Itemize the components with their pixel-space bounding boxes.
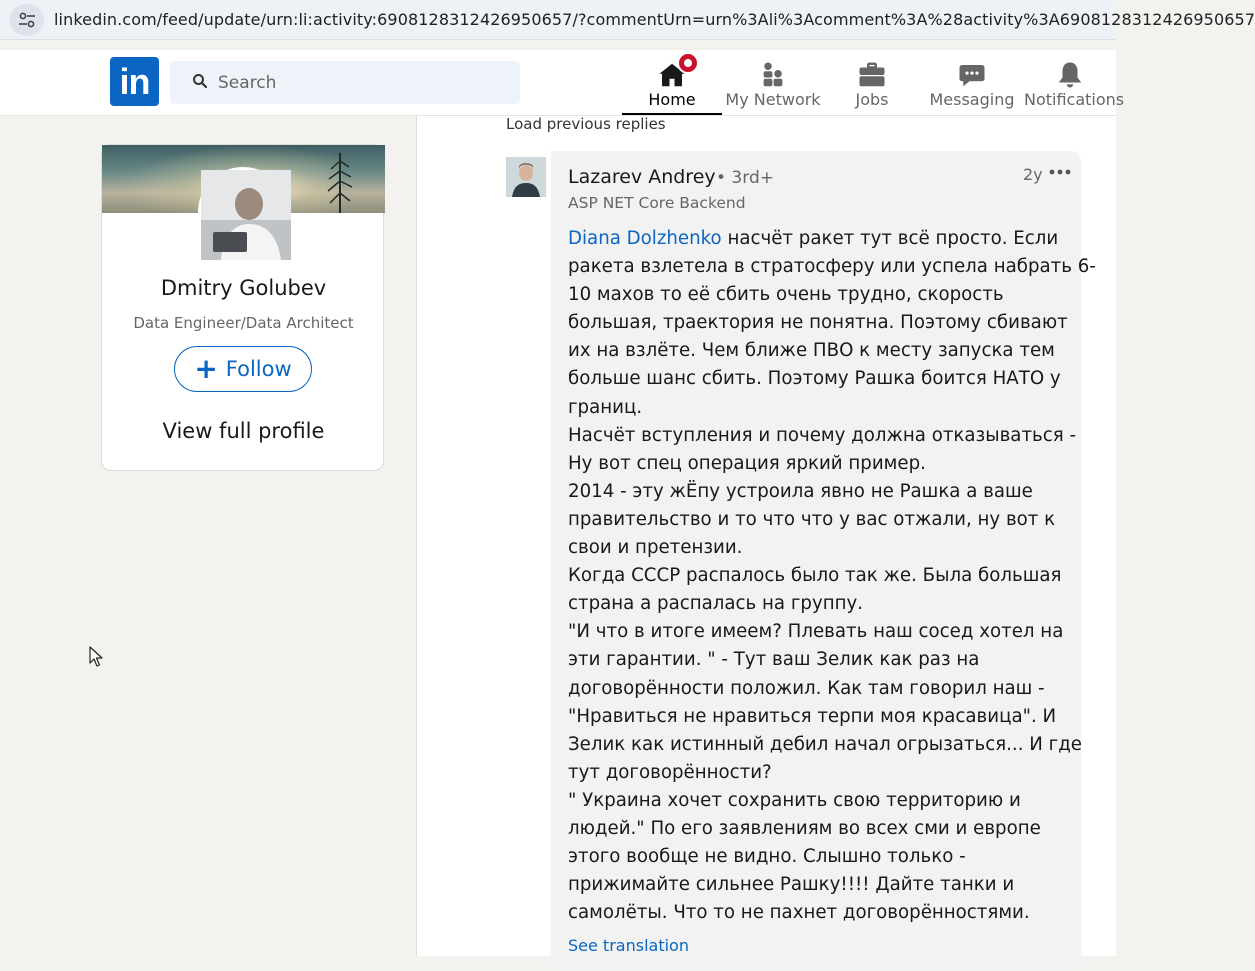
mouse-cursor-icon [89,646,105,668]
comment-line: тут договорённости? [568,761,772,783]
address-url[interactable]: linkedin.com/feed/update/urn:li:activity:6908128312426950657/?commentUrn=urn%3Ali%3Acomment%3A%28activity%3A6908128312426950657 [54,10,1255,29]
comment-line: самолёты. Что то не пахнет договорённостями. [568,902,1030,924]
connection-degree: • 3rd+ [716,168,774,188]
comment-line: страна а распалась на группу. [568,593,864,615]
briefcase-icon [857,50,887,90]
comment-line: Когда СССР распалось было так же. Была большая [568,565,1062,587]
comment-line: 10 махов то её сбить очень трудно, скорость [568,284,1004,306]
nav-label-jobs: Jobs [855,90,889,109]
comment-line: Ну вот спец операция яркий пример. [568,452,926,474]
comment-line: свои и претензии. [568,537,743,559]
follow-label: Follow [225,357,292,381]
plus-icon: + [194,352,218,385]
comment-bubble [551,151,1096,971]
profile-avatar[interactable] [198,167,288,257]
network-icon [758,50,788,90]
browser-address-bar [0,0,1255,40]
follow-button[interactable] [174,346,312,392]
comment-line: эти гарантии. " - Тут ваш Зелик как раз на [568,649,980,671]
commenter-avatar[interactable] [506,157,546,197]
bell-icon [1024,50,1116,90]
comment-text [568,225,1096,927]
nav-item-jobs[interactable] [822,50,922,116]
comment-line: Насчёт вступления и почему должна отказываться - [568,424,1077,446]
profile-card [101,144,384,471]
comment-line: "Нравиться не нравиться терпи моя красавица". И [568,705,1057,727]
notification-badge [677,52,699,74]
search-icon [192,73,208,93]
search-bar[interactable] [170,61,520,104]
comment-line: ракета взлетела в стратосферу или успела набрать 6- [568,256,1096,278]
comment-line: Зелик как истинный дебил начал огрызаться... И где [568,733,1082,755]
author-headline: ASP NET Core Backend [568,194,746,212]
chat-icon [957,50,987,90]
comment-line: 2014 - эту жЁпу устроила явно не Рашка а ваше [568,480,1033,502]
mention-link[interactable]: Diana Dolzhenko [568,228,722,249]
see-translation-link[interactable]: See translation [568,936,689,955]
comment-line: " Украина хочет сохранить свою территорию и [568,789,1021,811]
comment-line: "И что в итоге имеем? Плевать наш сосед хотел на [568,621,1064,643]
comment-line: большая, траектория не понятна. Поэтому сбивают [568,312,1068,334]
global-nav [0,50,1125,116]
nav-label-my-network: My Network [725,90,821,109]
nav-item-notifications[interactable] [1024,50,1134,116]
nav-label-notifications: Notifications [1024,90,1125,109]
profile-name[interactable]: Dmitry Golubev [160,276,327,300]
nav-item-my-network[interactable] [724,50,822,116]
tree-silhouette [325,151,355,213]
comment-line: больше шанс сбить. Поэтому Рашка боится НАТО у [568,368,1061,390]
load-previous-replies[interactable]: Load previous replies [506,115,666,133]
linkedin-logo[interactable]: in [110,57,159,106]
comment-line: договорённости положил. Как там говорил наш - [568,677,1045,699]
view-full-profile-link[interactable]: View full profile [162,419,325,443]
comment-line: Diana Dolzhenko насчёт ракет тут всё просто. Если [568,228,1059,249]
comment-thread [416,116,1116,956]
more-options-icon[interactable] [1048,160,1072,184]
comment-line: прижимайте сильнее Рашку!!!! Дайте танки и [568,874,1015,896]
comment-author[interactable]: Lazarev Andrey [568,166,716,188]
comment-line: этого вообще не видно. Слышно только - [568,846,966,868]
search-input[interactable] [218,61,508,104]
comment-line: правительство и то что что у вас отжали, ну вот к [568,508,1056,530]
profile-title: Data Engineer/Data Architect [133,314,354,332]
comment-time: 2y [1023,165,1043,184]
home-icon [657,50,687,90]
nav-label-messaging: Messaging [929,90,1015,109]
nav-item-home[interactable] [622,50,722,116]
nav-item-messaging[interactable] [922,50,1022,116]
nav-label-home: Home [648,90,696,109]
comment-line: людей." По его заявлениям во всех сми и европе [568,817,1041,839]
comment-line: границ. [568,396,643,418]
site-settings-icon[interactable] [10,4,44,36]
comment-line: их на взлёте. Чем ближе ПВО к месту запуска тем [568,340,1055,362]
